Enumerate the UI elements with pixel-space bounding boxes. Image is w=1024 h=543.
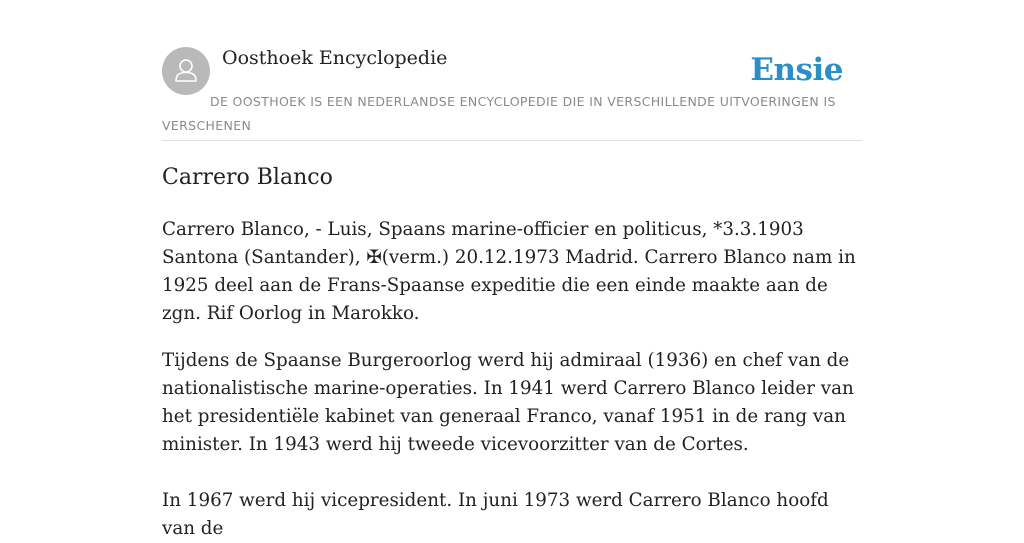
- article-title: Carrero Blanco: [162, 165, 333, 190]
- site-tagline: DE OOSTHOEK IS EEN NEDERLANDSE ENCYCLOPEDIE DIE IN VERSCHILLENDE UITVOERINGEN IS VERSCHENEN: [162, 94, 836, 133]
- article-paragraph: In 1967 werd hij vicepresident. In juni 1973 werd Carrero Blanco hoofd van de: [162, 490, 829, 539]
- site-header: [162, 46, 862, 141]
- site-name-link[interactable]: Oosthoek Encyclopedie: [222, 47, 448, 69]
- user-icon[interactable]: [162, 47, 210, 95]
- article-paragraph: Tijdens de Spaanse Burgeroorlog werd hij admiraal (1936) en chef van de nationalistische marine-operaties. In 1941 werd Carrero Blanco leider van het presidentiële kabinet van generaal Franco, vanaf 1951 in de rang van minister. In 1943 werd hij tweede vicevoorzitter van de Cortes.: [162, 350, 854, 455]
- article-paragraph: Carrero Blanco, - Luis, Spaans marine-officier en politicus, *3.3.1903 Santona (Santander), ✠(verm.) 20.12.1973 Madrid. Carrero Blanco nam in 1925 deel aan de Frans-Spaanse expeditie die een einde maakte aan de zgn. Rif Oorlog in Marokko.: [162, 219, 856, 324]
- article-body: [162, 216, 867, 543]
- ensie-logo[interactable]: Ensie: [750, 52, 843, 88]
